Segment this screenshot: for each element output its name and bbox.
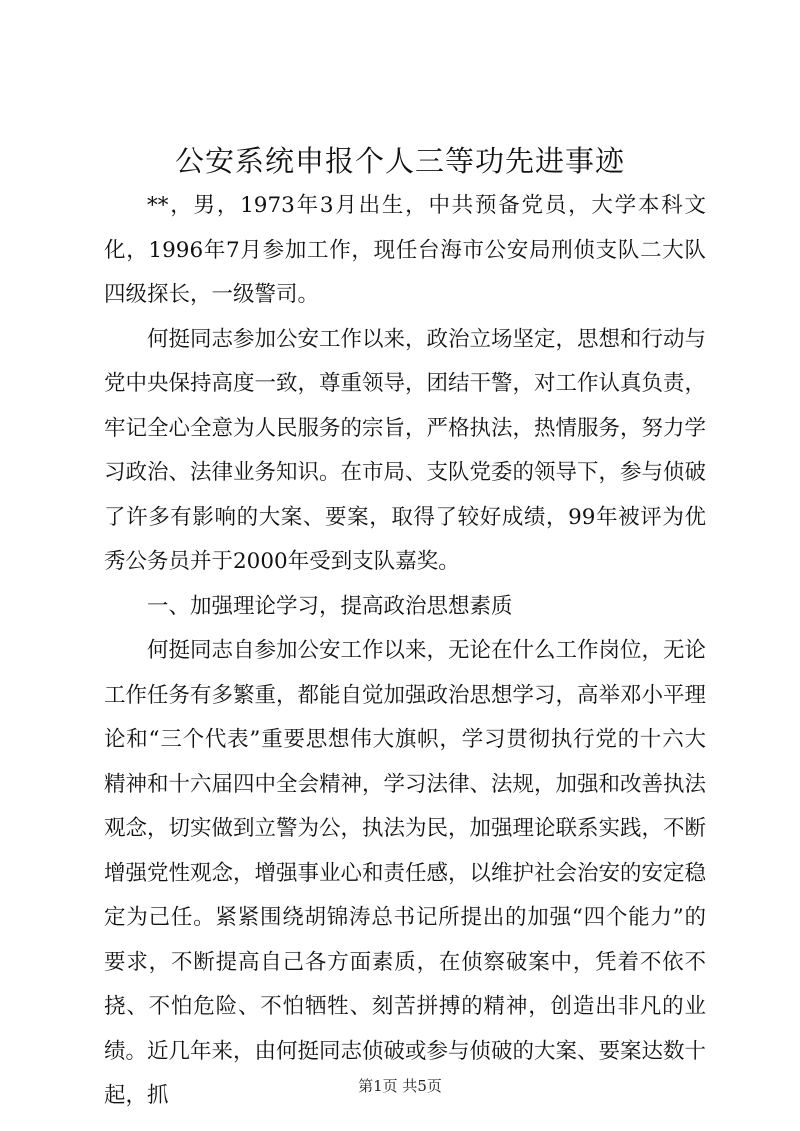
paragraph-personal-info: **，男，1973年3月出生，中共预备党员，大学本科文化，1996年7月参加工作，现任台海市公安局刑侦支队二大队四级探长，一级警司。 — [104, 193, 706, 307]
section-heading-theory-study: 一、加强理论学习，提高政治思想素质 — [147, 593, 513, 619]
document-title: 公安系统申报个人三等功先进事迹 — [174, 144, 625, 178]
paragraph-theory-study: 何挺同志自参加公安工作以来，无论在什么工作岗位，无论工作任务有多繁重，都能自觉加强政治思想学习，高举邓小平理论和“三个代表”重要思想伟大旗帜，学习贯彻执行党的十六大精神和十六届四中全会精神，学习法律、法规，加强和改善执法观念，切实做到立警为公，执法为民，加强理论联系实践，不断增强党性观念，增强事业心和责任感，以维护社会治安的安定稳定为己任。紧紧围绕胡锦涛总书记所提出的加强“四个能力”的要求，不断提高自己各方面素质，在侦察破案中，凭着不依不挠、不怕危险、不怕牺牲、刻苦拼搏的精神，创造出非凡的业绩。近几年来，由何挺同志侦破或参与侦破的大案、要案达数十起，抓 — [104, 638, 707, 1108]
paragraph-overview: 何挺同志参加公安工作以来，政治立场坚定，思想和行动与党中央保持高度一致，尊重领导，团结干警，对工作认真负责，牢记全心全意为人民服务的宗旨，严格执法，热情服务，努力学习政治、法律业务知识。在市局、支队党委的领导下，参与侦破了许多有影响的大案、要案，取得了较好成绩，99年被评为优秀公务员并于2000年受到支队嘉奖。 — [104, 326, 707, 574]
page-number-footer: 第1页 共5页 — [358, 1077, 442, 1095]
document-body — [104, 184, 706, 1119]
